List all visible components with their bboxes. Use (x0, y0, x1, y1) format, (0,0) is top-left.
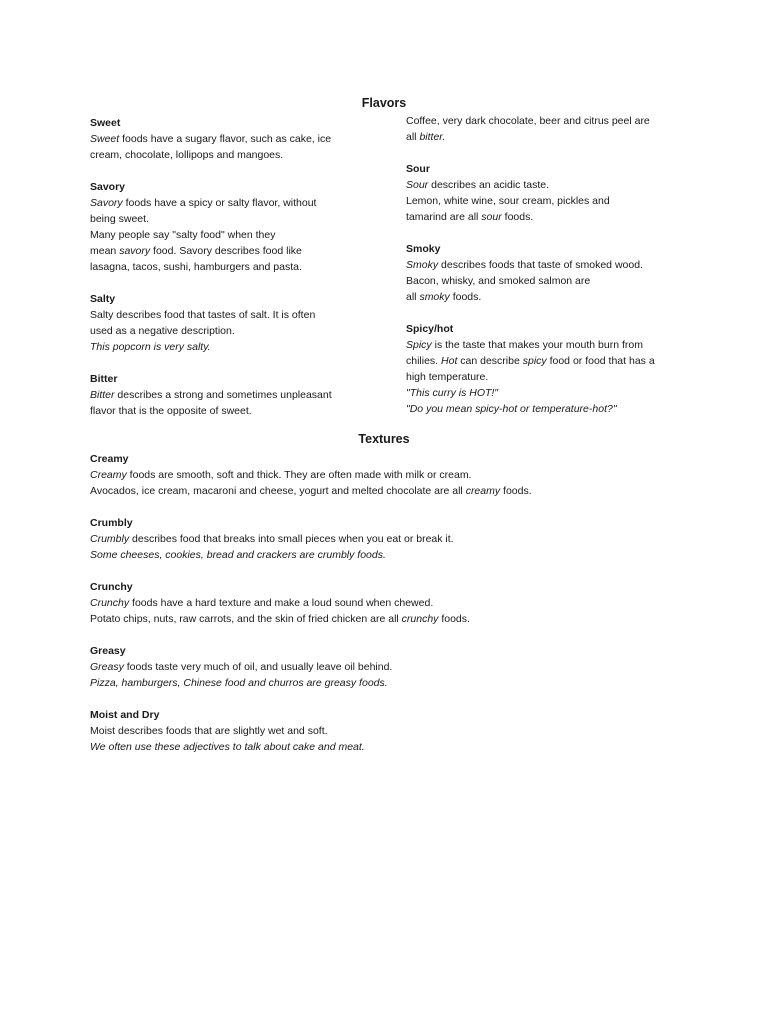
entry-text-line (406, 193, 686, 209)
entry-heading: Greasy (90, 645, 126, 657)
italic-text: Pizza, hamburgers, Chinese food and churros are greasy foods. (90, 677, 388, 689)
entry-text-line (406, 337, 686, 353)
entry-heading: Savory (90, 181, 126, 193)
textures-section (90, 451, 690, 771)
entry-text-line (90, 547, 690, 563)
text: high temperature. (406, 371, 489, 383)
entry-block (90, 179, 365, 275)
text: flavor that is the opposite of sweet. (90, 405, 252, 417)
text: Coffee, very dark chocolate, beer and citrus peel are (406, 115, 650, 127)
text: food or food that has a (546, 355, 655, 367)
entry-block (90, 371, 365, 419)
entry-text-line (406, 113, 686, 129)
italic-text: sour (481, 211, 502, 223)
text: foods. (501, 211, 534, 223)
text: foods are smooth, soft and thick. They are often made with milk or cream. (126, 469, 472, 481)
entry-text-line (90, 307, 365, 323)
entry-heading: Moist and Dry (90, 709, 160, 721)
entry-block (90, 291, 365, 355)
entry-text-line (90, 259, 365, 275)
entry-text-line (90, 227, 365, 243)
entry-block (90, 579, 690, 627)
italic-text: Smoky (406, 259, 439, 271)
entry-text-line (90, 243, 365, 259)
text: Lemon, white wine, sour cream, pickles and (406, 195, 610, 207)
flavors-left-column (90, 115, 365, 435)
text: Bacon, whisky, and smoked salmon are (406, 275, 591, 287)
italic-text: savory (119, 245, 151, 257)
entry-text-line (90, 339, 365, 355)
entry-heading: Sweet (90, 117, 121, 129)
italic-text: Sweet (90, 133, 120, 145)
italic-text: creamy (465, 485, 501, 497)
textures-title: Textures (358, 432, 410, 446)
entry-text-line (406, 129, 686, 145)
entry-heading: Salty (90, 293, 116, 305)
text: being sweet. (90, 213, 149, 225)
italic-text: Sour (406, 179, 429, 191)
entry-heading: Smoky (406, 243, 441, 255)
entry-text-line (406, 209, 686, 225)
entry-heading: Sour (406, 163, 430, 175)
text: all (406, 131, 420, 143)
entry-text-line (90, 195, 365, 211)
entry-text-line (90, 387, 365, 403)
entry-text-line (406, 369, 686, 385)
entry-heading: Creamy (90, 453, 129, 465)
italic-text: "This curry is HOT!" (406, 387, 499, 399)
italic-text: Some cheeses, cookies, bread and crackers are crumbly foods. (90, 549, 386, 561)
text: foods have a spicy or salty flavor, without (122, 197, 317, 209)
entry-block (90, 515, 690, 563)
italic-text: Creamy (90, 469, 127, 481)
text: lasagna, tacos, sushi, hamburgers and pasta. (90, 261, 302, 273)
text: Avocados, ice cream, macaroni and cheese, yogurt and melted chocolate are all (90, 485, 466, 497)
entry-heading: Bitter (90, 373, 118, 385)
entry-block (90, 643, 690, 691)
italic-text: Greasy (90, 661, 124, 673)
italic-text: Crunchy (90, 597, 130, 609)
text: is the taste that makes your mouth burn from (431, 339, 643, 351)
entry-heading: Crunchy (90, 581, 133, 593)
text: used as a negative description. (90, 325, 235, 337)
text: foods. (500, 485, 532, 497)
text: foods taste very much of oil, and usually leave oil behind. (123, 661, 393, 673)
entry-block (406, 321, 686, 417)
italic-text: spicy (522, 355, 547, 367)
text: chilies. (406, 355, 442, 367)
italic-text: Spicy (406, 339, 432, 351)
entry-text-line (90, 595, 690, 611)
entry-text-line (90, 131, 365, 147)
italic-text: Crumbly (90, 533, 130, 545)
italic-text: This popcorn is very salty. (90, 341, 211, 353)
text: foods have a sugary flavor, such as cake, ice (119, 133, 332, 145)
text: all (406, 291, 420, 303)
entry-text-line (90, 739, 690, 755)
entry-text-line (406, 353, 686, 369)
text: Many people say "salty food" when they (90, 229, 276, 241)
text: foods have a hard texture and make a loud sound when chewed. (129, 597, 434, 609)
entry-text-line (406, 177, 686, 193)
entry-block (406, 113, 686, 145)
entry-heading: Spicy/hot (406, 323, 454, 335)
text: Potato chips, nuts, raw carrots, and the skin of fried chicken are all (90, 613, 402, 625)
text: cream, chocolate, lollipops and mangoes. (90, 149, 284, 161)
entry-text-line (406, 289, 686, 305)
entry-text-line (90, 531, 690, 547)
italic-text: bitter. (419, 131, 446, 143)
entry-text-line (90, 147, 365, 163)
entry-text-line (90, 483, 690, 499)
entry-block (90, 115, 365, 163)
text: mean (90, 245, 120, 257)
entry-heading: Crumbly (90, 517, 133, 529)
text: foods. (449, 291, 482, 303)
entry-text-line (90, 675, 690, 691)
entry-text-line (90, 211, 365, 227)
text: can describe (457, 355, 523, 367)
entry-block (90, 451, 690, 499)
flavors-title: Flavors (361, 96, 407, 110)
text: food. Savory describes food like (150, 245, 302, 257)
entry-text-line (406, 401, 686, 417)
text: describes foods that taste of smoked wood. (438, 259, 643, 271)
entry-text-line (406, 385, 686, 401)
entry-text-line (90, 403, 365, 419)
italic-text: smoky (419, 291, 450, 303)
italic-text: Hot (441, 355, 458, 367)
entry-text-line (90, 611, 690, 627)
text: describes a strong and sometimes unpleasant (114, 389, 332, 401)
text: describes food that breaks into small pieces when you eat or break it. (129, 533, 454, 545)
italic-text: Bitter (90, 389, 115, 401)
entry-text-line (90, 323, 365, 339)
italic-text: Savory (90, 197, 123, 209)
text: Moist describes foods that are slightly wet and soft. (90, 725, 328, 737)
entry-text-line (90, 659, 690, 675)
text: tamarind are all (406, 211, 482, 223)
text: Salty describes food that tastes of salt. It is often (90, 309, 316, 321)
italic-text: crunchy (401, 613, 439, 625)
entry-text-line (406, 273, 686, 289)
flavors-right-column (406, 113, 686, 433)
italic-text: We often use these adjectives to talk about cake and meat. (90, 741, 365, 753)
entry-text-line (90, 467, 690, 483)
text: describes an acidic taste. (428, 179, 549, 191)
entry-block (90, 707, 690, 755)
entry-block (406, 161, 686, 225)
italic-text: "Do you mean spicy-hot or temperature-hot?" (406, 403, 617, 415)
text: foods. (438, 613, 470, 625)
entry-text-line (406, 257, 686, 273)
entry-block (406, 241, 686, 305)
entry-text-line (90, 723, 690, 739)
